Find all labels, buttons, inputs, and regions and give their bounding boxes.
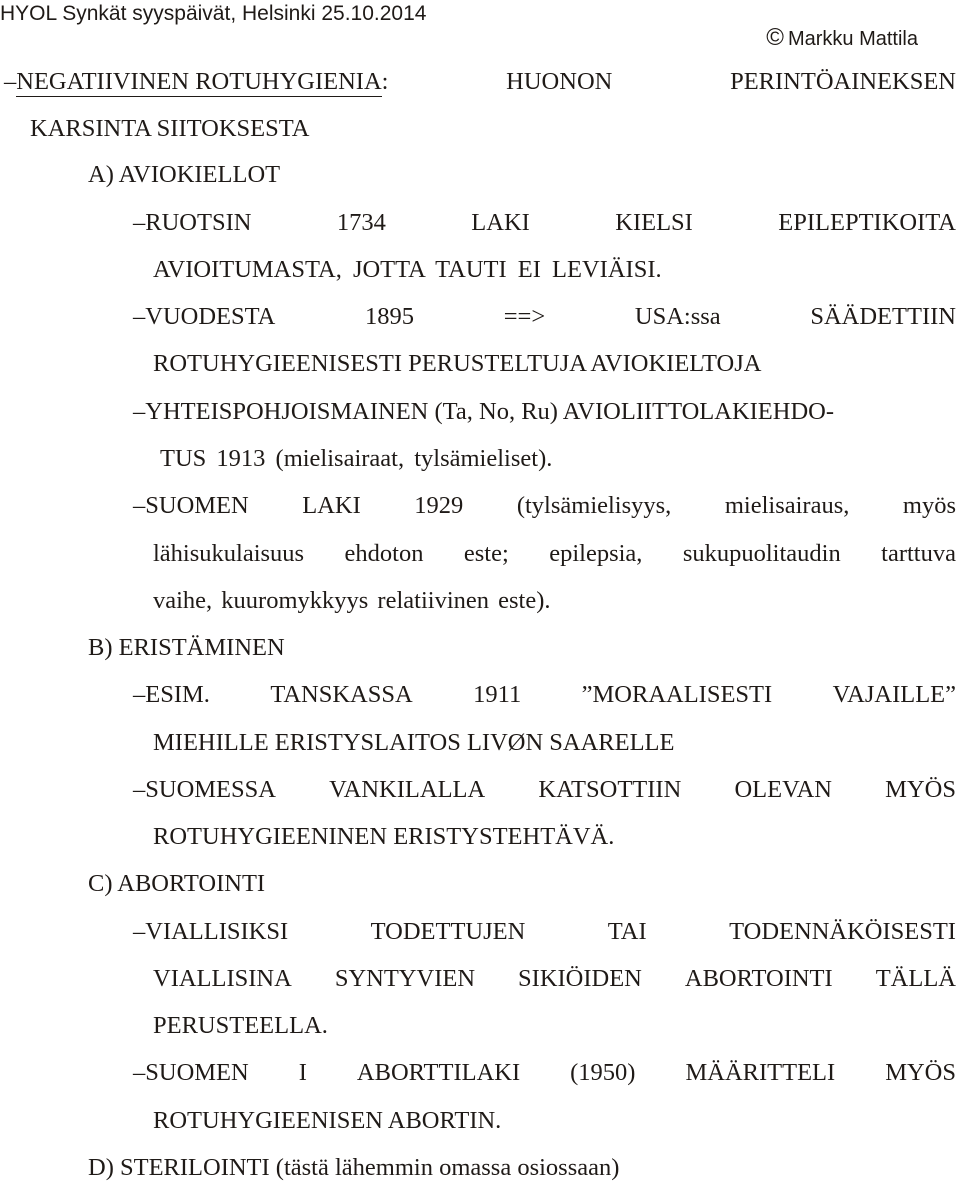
word: ABORTTILAKI [356, 1059, 521, 1086]
word: EPILEPTIKOITA [778, 209, 956, 236]
word: TANSKASSA [270, 681, 413, 708]
word: –SUOMEN [133, 1059, 249, 1086]
bullet-line [133, 302, 956, 332]
bullet-continuation: ROTUHYGIEENISESTI PERUSTELTUJA AVIOKIELTOJA [153, 350, 762, 377]
word: –RUOTSIN [133, 209, 252, 236]
word: –VUODESTA [133, 303, 276, 330]
bullet-continuation: PERUSTEELLA. [153, 1012, 328, 1039]
copyright-icon: © [766, 24, 784, 51]
bullet-continuation: ROTUHYGIEENISEN ABORTIN. [153, 1107, 502, 1134]
title-word: PERINTÖAINEKSEN [730, 68, 956, 95]
bullet-continuation: ROTUHYGIEENINEN ERISTYSTEHTÄVÄ. [153, 823, 615, 850]
word: 1929 [414, 492, 464, 519]
word: MYÖS [885, 776, 956, 803]
word: SIKIÖIDEN [518, 965, 642, 992]
word: 1734 [336, 209, 386, 236]
section-heading-a: A) AVIOKIELLOT [88, 161, 281, 188]
word: mielisairaus, [724, 492, 850, 519]
section-heading-c: C) ABORTOINTI [88, 870, 266, 897]
author-name: Markku Mattila [787, 28, 918, 50]
bullet-continuation: TUS 1913 (mielisairaat, tylsämieliset). [160, 445, 553, 472]
bullet-continuation: MIEHILLE ERISTYSLAITOS LIVØN SAARELLE [153, 729, 675, 756]
bullet-continuation [153, 539, 956, 569]
title-continuation: KARSINTA SIITOKSESTA [30, 115, 310, 142]
author-line [766, 25, 918, 52]
word: OLEVAN [734, 776, 832, 803]
section-heading-d: D) STERILOINTI (tästä lähemmin omassa osiossaan) [88, 1154, 620, 1181]
word: este; [463, 540, 509, 567]
word: ehdoton [344, 540, 424, 567]
word: 1895 [365, 303, 415, 330]
bullet-line: –YHTEISPOHJOISMAINEN (Ta, No, Ru) AVIOLIITTOLAKIEHDO- [133, 398, 835, 425]
document-title [4, 67, 956, 97]
word: ABORTOINTI [684, 965, 833, 992]
title-word: HUONON [506, 68, 613, 95]
word: MYÖS [885, 1059, 956, 1086]
word: sukupuolitaudin [682, 540, 841, 567]
bullet-line [133, 775, 956, 805]
word: 1911 [473, 681, 522, 708]
bullet-line [133, 917, 956, 947]
word: myös [902, 492, 956, 519]
word: ”MORAALISESTI [581, 681, 773, 708]
word: SYNTYVIEN [334, 965, 476, 992]
word: VIALLISINA [153, 965, 292, 992]
event-header: HYOL Synkät syyspäivät, Helsinki 25.10.2014 [0, 2, 427, 25]
word: (1950) [570, 1059, 636, 1086]
word: I [298, 1059, 307, 1086]
bullet-line [133, 491, 956, 521]
bullet-continuation [153, 964, 956, 994]
word: VANKILALLA [329, 776, 486, 803]
word: TÄLLÄ [875, 965, 956, 992]
word: –SUOMEN [133, 492, 249, 519]
word: ==> [503, 303, 546, 330]
section-heading-b: B) ERISTÄMINEN [88, 634, 285, 661]
word: epilepsia, [549, 540, 643, 567]
word: USA:ssa [634, 303, 721, 330]
word: –ESIM. [133, 681, 210, 708]
bullet-line [133, 680, 956, 710]
word: –SUOMESSA [133, 776, 276, 803]
word: SÄÄDETTIIN [810, 303, 956, 330]
word: KIELSI [615, 209, 693, 236]
word: KATSOTTIIN [538, 776, 682, 803]
title-term: NEGATIIVINEN ROTUHYGIENIA [16, 68, 382, 95]
bullet-continuation: AVIOITUMASTA, JOTTA TAUTI EI LEVIÄISI. [153, 256, 662, 283]
word: (tylsämielisyys, [516, 492, 672, 519]
word: TODENNÄKÖISESTI [729, 918, 956, 945]
word: TODETTUJEN [370, 918, 526, 945]
bullet-line [133, 1058, 956, 1088]
word: LAKI [471, 209, 530, 236]
bullet-continuation: vaihe, kuuromykkyys relatiivinen este). [153, 587, 551, 614]
word: MÄÄRITTELI [685, 1059, 836, 1086]
word: tarttuva [881, 540, 956, 567]
word: TAI [607, 918, 647, 945]
bullet-line [133, 208, 956, 238]
word: LAKI [302, 492, 361, 519]
word: lähisukulaisuus [153, 540, 305, 567]
title-main: –NEGATIIVINEN ROTUHYGIENIA: [4, 68, 389, 95]
word: –VIALLISIKSI [133, 918, 289, 945]
word: VAJAILLE” [832, 681, 956, 708]
